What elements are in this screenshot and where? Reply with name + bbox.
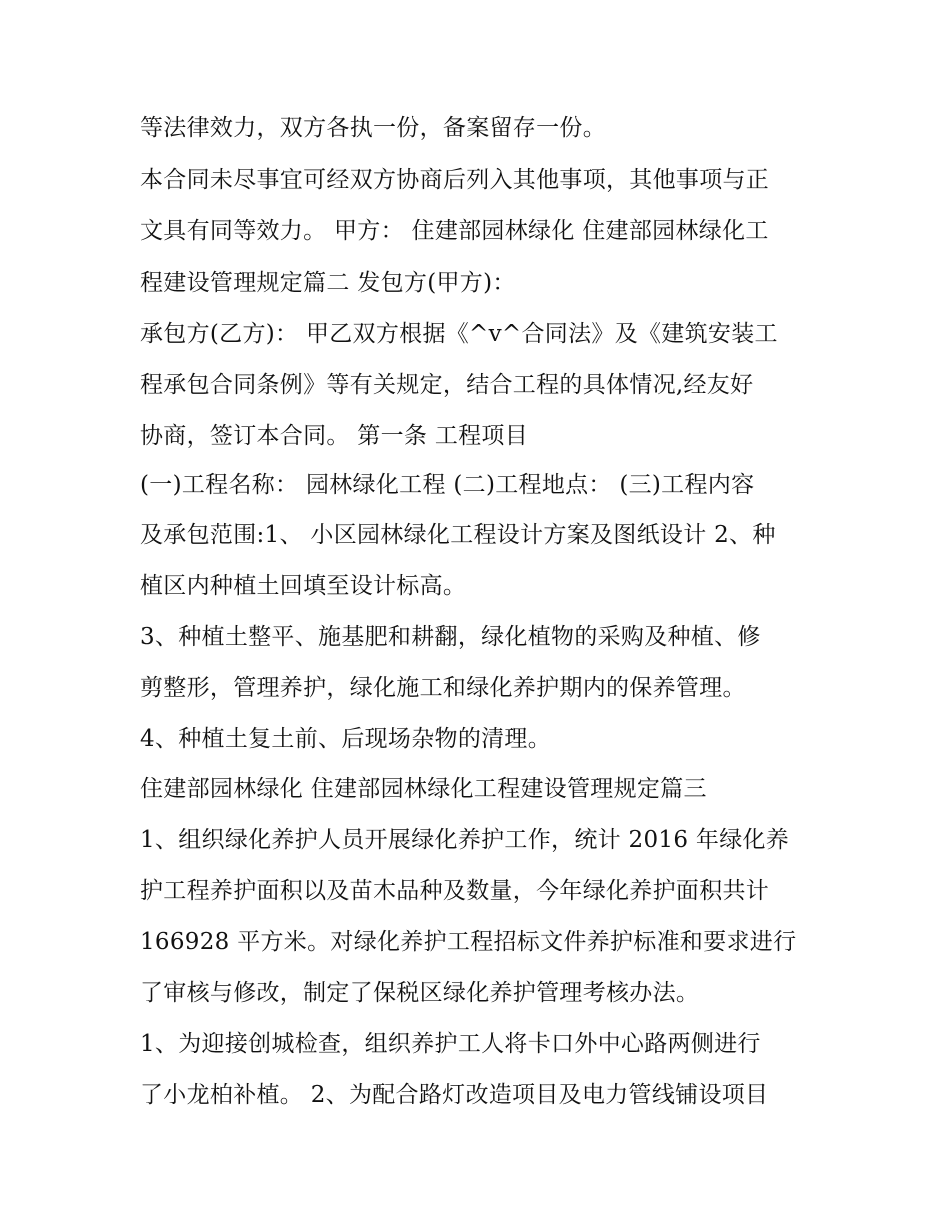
text-line: 了小龙柏补植。 2、为配合路灯改造项目及电力管线铺设项目 [140,1082,769,1108]
text-line: 文具有同等效力。 甲方： 住建部园林绿化 住建部园林绿化工 [140,218,769,244]
text-line: 植区内种植土回填至设计标高。 [140,573,467,599]
text-line: 及承包范围:1、 小区园林绿化工程设计方案及图纸设计 2、种 [140,522,776,548]
text-line: 住建部园林绿化 住建部园林绿化工程建设管理规定篇三 [140,776,707,802]
text-line: 166928 平方米。对绿化养护工程招标文件养护标准和要求进行 [140,929,797,955]
text-line: 剪整形，管理养护，绿化施工和绿化养护期内的保养管理。 [140,675,746,701]
text-line: 协商，签订本合同。 第一条 工程项目 [140,423,529,449]
text-line: (一)工程名称： 园林绿化工程 (二)工程地点： (三)工程内容 [140,472,755,498]
text-line: 1、为迎接创城检查，组织养护工人将卡口外中心路两侧进行 [140,1031,761,1057]
text-line: 了审核与修改，制定了保税区绿化养护管理考核办法。 [140,980,700,1006]
text-line: 本合同未尽事宜可经双方协商后列入其他事项，其他事项与正 [140,167,770,193]
text-line: 4、种植土复土前、后现场杂物的清理。 [140,726,552,752]
text-line: 程建设管理规定篇二 发包方(甲方)： [140,270,516,296]
text-line: 1、组织绿化养护人员开展绿化养护工作，统计 2016 年绿化养 [140,827,790,853]
text-line: 程承包合同条例》等有关规定，结合工程的具体情况,经友好 [140,372,754,398]
text-line: 承包方(乙方)： 甲乙双方根据《^v^合同法》及《建筑安装工 [140,321,778,347]
text-line: 等法律效力，双方各执一份，备案留存一份。 [140,115,606,141]
text-line: 3、种植土整平、施基肥和耕翻，绿化植物的采购及种植、修 [140,624,761,650]
text-line: 护工程养护面积以及苗木品种及数量，今年绿化养护面积共计 [140,878,770,904]
